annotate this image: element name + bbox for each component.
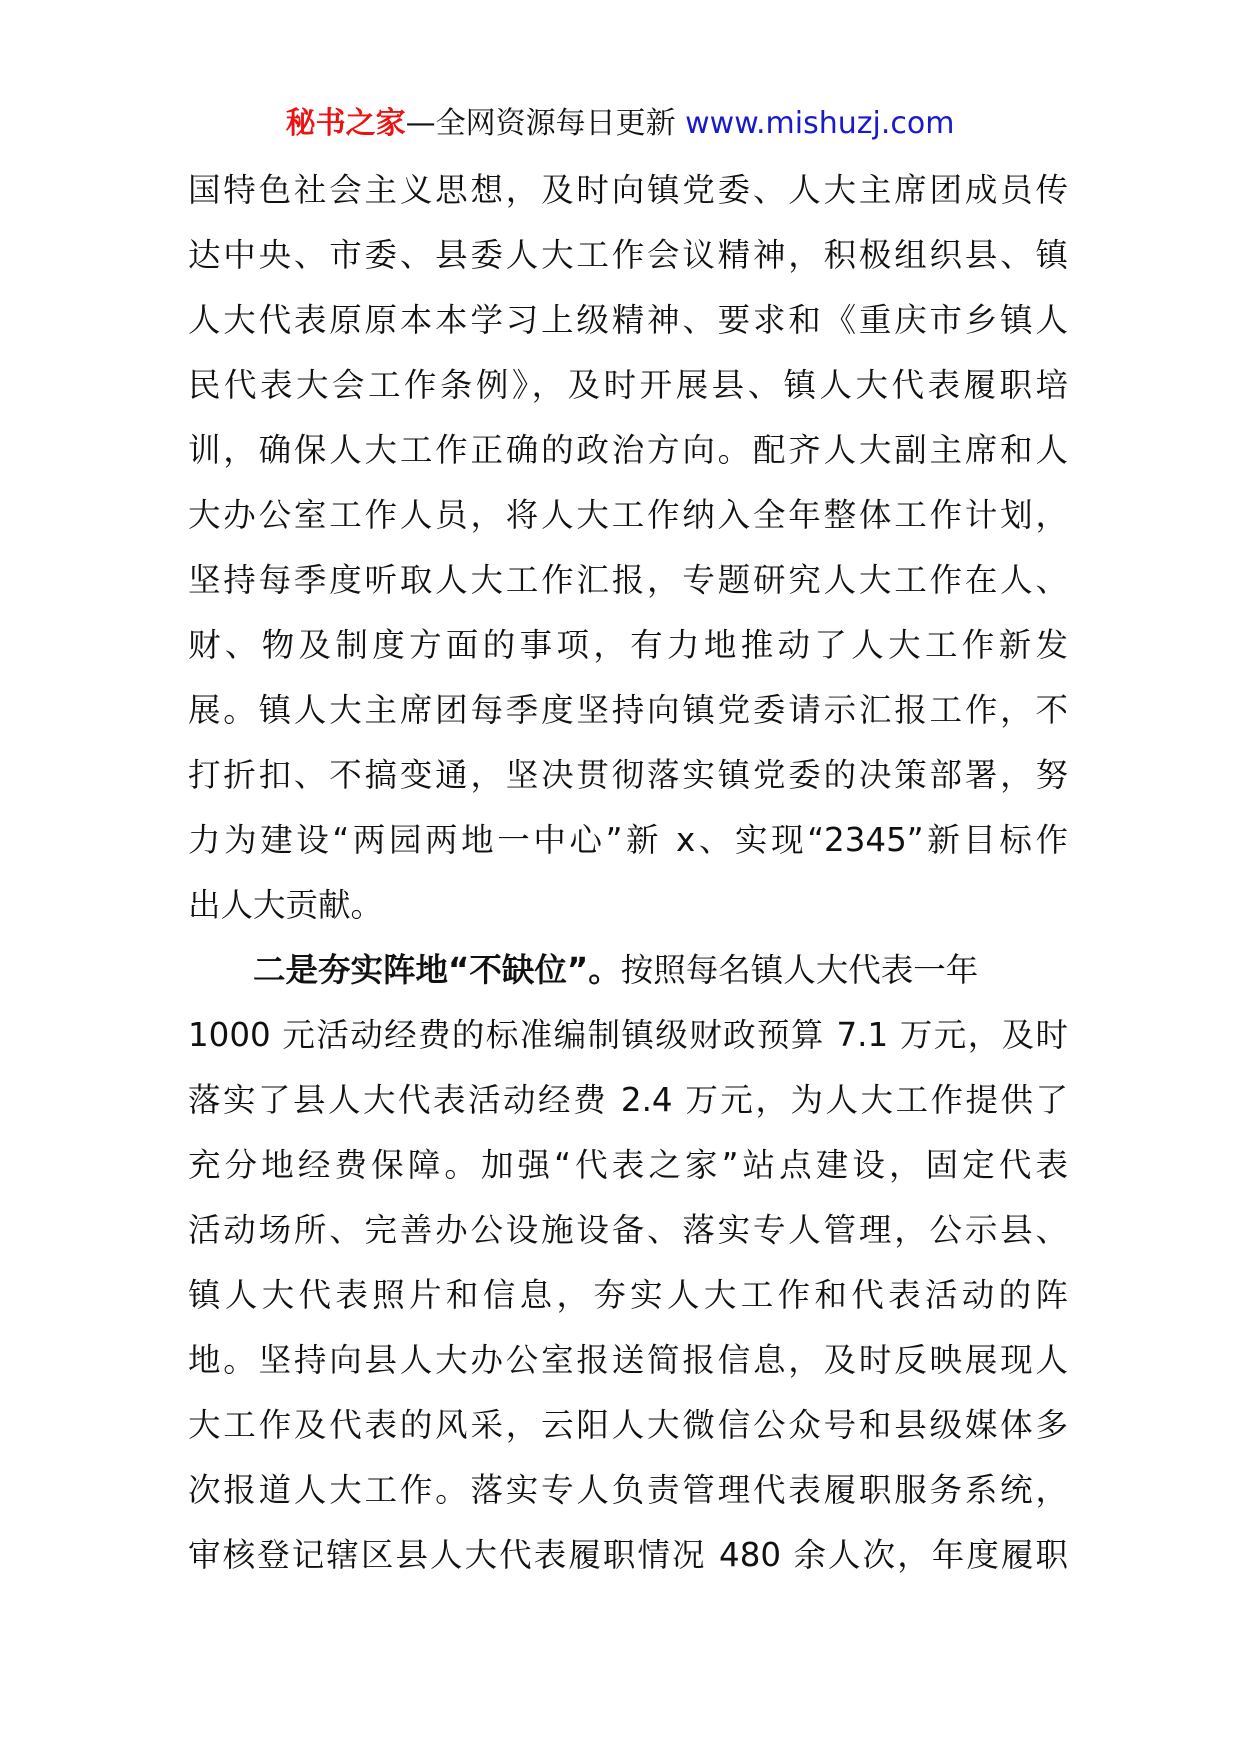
body-line: 活动场所、完善办公设施设备、落实专人管理，公示县、 (188, 1211, 1068, 1249)
brand-name: 秘书之家 (285, 106, 406, 141)
body-line: 达中央、市委、县委人大工作会议精神，积极组织县、镇 (188, 236, 1068, 274)
body-line: 力为建设“两园两地一中心”新 x、实现“2345”新目标作 (188, 821, 1068, 859)
body-line: 打折扣、不搞变通，坚决贯彻落实镇党委的决策部署，努 (188, 756, 1068, 794)
body-line: 财、物及制度方面的事项，有力地推动了人大工作新发 (188, 626, 1068, 664)
body-line: 审核登记辖区县人大代表履职情况 480 余人次，年度履职 (188, 1536, 1068, 1574)
header-tagline: —全网资源每日更新 (405, 106, 686, 141)
body-line: 大工作及代表的风采，云阳人大微信公众号和县级媒体多 (188, 1406, 1068, 1444)
body-line-text: 按照每名镇人大代表一年 (620, 951, 979, 989)
body-line: 训，确保人大工作正确的政治方向。配齐人大副主席和人 (188, 431, 1068, 469)
site-header (0, 104, 1240, 144)
body-line: 1000 元活动经费的标准编制镇级财政预算 7.1 万元，及时 (188, 1016, 1068, 1054)
body-line: 充分地经费保障。加强“代表之家”站点建设，固定代表 (188, 1146, 1068, 1184)
document-body (188, 158, 1068, 1588)
site-url-link[interactable]: www.mishuzj.com (685, 106, 955, 141)
body-line: 人大代表原原本本学习上级精神、要求和《重庆市乡镇人 (188, 301, 1068, 339)
body-line: 次报道人大工作。落实专人负责管理代表履职服务系统， (188, 1471, 1068, 1509)
body-line: 地。坚持向县人大办公室报送简报信息，及时反映展现人 (188, 1341, 1068, 1379)
body-line: 民代表大会工作条例》，及时开展县、镇人大代表履职培 (188, 366, 1068, 404)
body-line: 镇人大代表照片和信息，夯实人大工作和代表活动的阵 (188, 1276, 1068, 1314)
body-line: 国特色社会主义思想，及时向镇党委、人大主席团成员传 (188, 171, 1068, 209)
paragraph-heading: 二是夯实阵地“不缺位”。 (253, 951, 621, 989)
paragraph-heading-line (188, 938, 1068, 1003)
body-line: 展。镇人大主席团每季度坚持向镇党委请示汇报工作，不 (188, 691, 1068, 729)
body-line: 坚持每季度听取人大工作汇报，专题研究人大工作在人、 (188, 561, 1068, 599)
body-line: 大办公室工作人员，将人大工作纳入全年整体工作计划， (188, 496, 1068, 534)
body-line: 落实了县人大代表活动经费 2.4 万元，为人大工作提供了 (188, 1081, 1068, 1119)
body-line: 出人大贡献。 (188, 886, 384, 924)
